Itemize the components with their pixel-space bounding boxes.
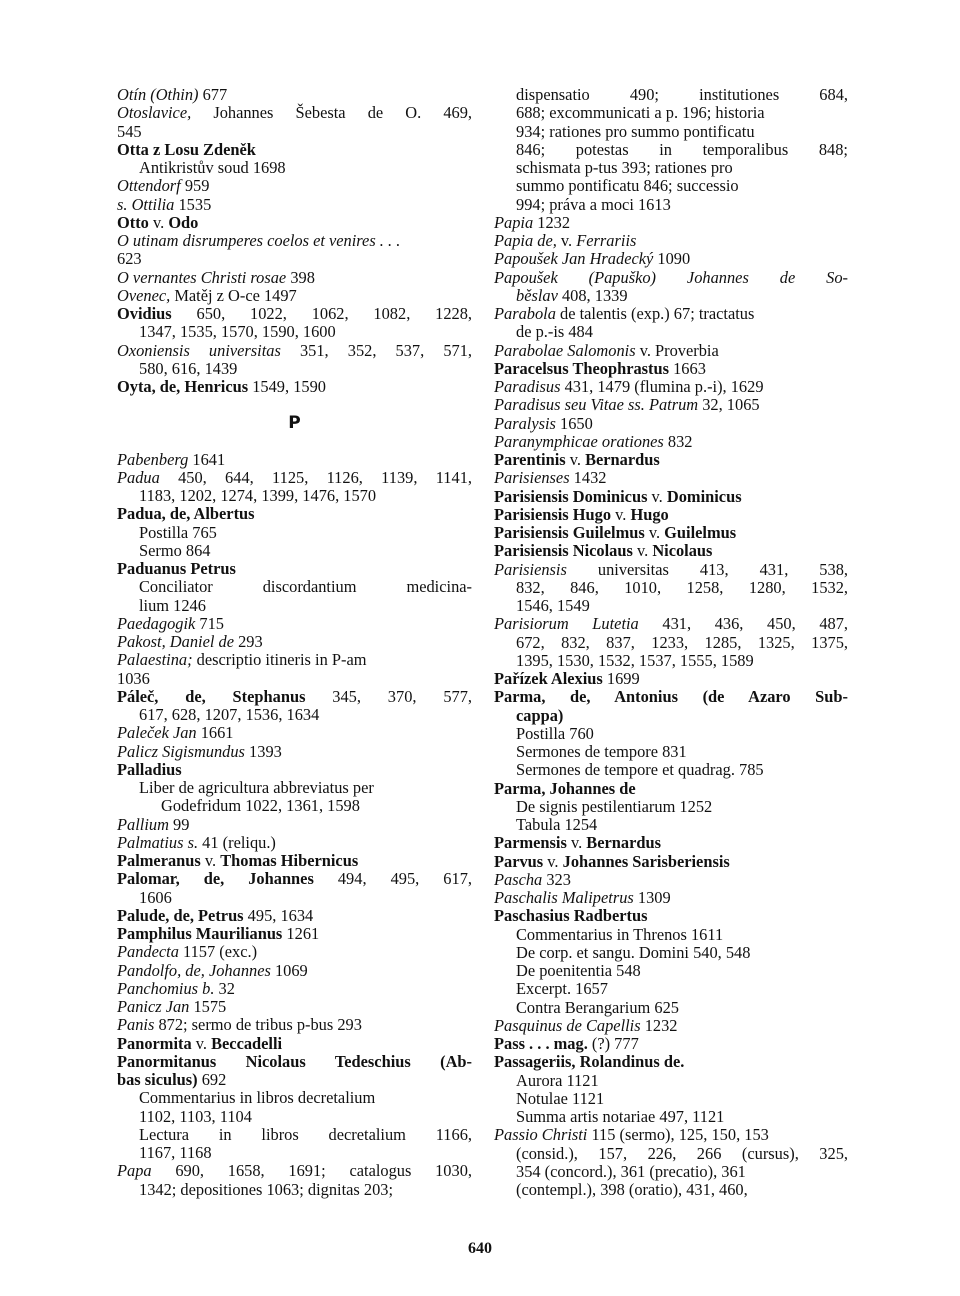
index-entry-line: Parmensis v. Bernardus <box>494 833 661 853</box>
index-entry-line: Ovenec, Matěj z O-ce 1497 <box>117 285 297 305</box>
index-subentry-line: 354 (concord.), 361 (precatio), 361 <box>516 1161 746 1181</box>
index-subentry-line: 1167, 1168 <box>139 1143 212 1162</box>
index-entry-line: Pasquinus de Capellis 1232 <box>494 1015 678 1035</box>
index-entry-line: Parisienses 1432 <box>494 468 607 488</box>
index-entry-line: Paduanus Petrus <box>117 559 236 578</box>
index-subentry-line: Postilla 760 <box>516 723 594 743</box>
index-subentry-line: (consid.), 157, 226, 266 (cursus), 325, <box>516 1143 848 1163</box>
index-subentry-line: Sermones de tempore 831 <box>516 742 687 761</box>
index-entry-line: Papoušek (Papuško) Johannes de So- <box>494 267 848 287</box>
index-subentry-line: 1102, 1103, 1104 <box>139 1106 252 1126</box>
index-entry-line: Parvus v. Johannes Sarisberiensis <box>494 851 730 871</box>
index-entry-line: Parisiorum Lutetia 431, 436, 450, 487, <box>494 614 848 634</box>
index-subentry-line: Sermo 864 <box>139 540 211 560</box>
index-subentry-line: 1347, 1535, 1570, 1590, 1600 <box>139 322 336 342</box>
index-entry-line: Palladius <box>117 759 182 779</box>
index-column-right <box>494 86 848 1199</box>
index-entry-line: Páleč, de, Stephanus 345, 370, 577, <box>117 686 472 706</box>
index-entry-line: Panis 872; sermo de tribus p-bus 293 <box>117 1015 362 1035</box>
section-letter-heading: P <box>288 413 301 434</box>
index-subentry-line: cappa) <box>516 705 564 725</box>
index-entry-line: Palude, de, Petrus 495, 1634 <box>117 905 314 925</box>
index-entry-line: Pamphilus Maurilianus 1261 <box>117 924 320 943</box>
index-entry-line: Palaestina; descriptio itineris in P-am <box>117 650 367 670</box>
index-subentry-line: summo pontificatu 846; successio <box>516 176 739 196</box>
index-entry-line: Parisiensis universitas 413, 431, 538, <box>494 559 848 579</box>
index-entry-line: Parisiensis Dominicus v. Dominicus <box>494 486 742 506</box>
index-entry-line: Passageriis, Rolandinus de. <box>494 1052 685 1072</box>
index-subentry-line: De corp. et sangu. Domini 540, 548 <box>516 942 751 962</box>
index-subentry-line: Contra Berangarium 625 <box>516 997 679 1017</box>
index-subentry-line: Postilla 765 <box>139 522 217 542</box>
index-entry-line: Parisiensis Hugo v. Hugo <box>494 504 669 524</box>
index-subentry-line: 617, 628, 1207, 1536, 1634 <box>139 705 320 724</box>
index-entry-line: Pakost, Daniel de 293 <box>117 632 263 651</box>
index-subentry-line: Excerpt. 1657 <box>516 979 608 999</box>
index-entry-line: Padua 450, 644, 1125, 1126, 1139, 1141, <box>117 467 472 487</box>
index-entry-line: 1036 <box>117 668 150 688</box>
index-subentry-line: 934; rationes pro summo pontificatu <box>516 121 755 141</box>
index-subentry-line: Notulae 1121 <box>516 1088 605 1108</box>
index-entry-line: Parma, Johannes de <box>494 778 636 798</box>
index-entry-line: Paleček Jan 1661 <box>117 723 234 743</box>
index-entry-line: Pass . . . mag. (?) 777 <box>494 1034 639 1053</box>
index-entry-line: Parisiensis Nicolaus v. Nicolaus <box>494 541 713 561</box>
index-entry-line: Panormitanus Nicolaus Tedeschius (Ab- <box>117 1051 472 1071</box>
page-number: 640 <box>468 1240 492 1257</box>
index-entry-line: Panicz Jan 1575 <box>117 997 227 1016</box>
index-entry-line: bas siculus) 692 <box>117 1070 227 1089</box>
index-subentry-line: 1546, 1549 <box>516 596 590 615</box>
index-entry-line: Otto v. Odo <box>117 212 199 232</box>
index-subentry-line: Conciliator discordantium medicina- <box>139 577 472 597</box>
index-entry-line: Palomar, de, Johannes 494, 495, 617, <box>117 869 472 889</box>
index-entry-line: Ovidius 650, 1022, 1062, 1082, 1228, <box>117 304 472 323</box>
index-subentry-line: běslav 408, 1339 <box>516 285 628 305</box>
index-entry-line: Panormita v. Beccadelli <box>117 1033 283 1053</box>
index-entry-line: Papia 1232 <box>494 212 571 232</box>
index-entry-line: Paracelsus Theophrastus 1663 <box>494 358 706 378</box>
index-entry-line: Oyta, de, Henricus 1549, 1590 <box>117 377 326 396</box>
index-subentry-line: Commentarius in Threnos 1611 <box>516 924 724 944</box>
index-entry-line: Palicz Sigismundus 1393 <box>117 741 282 761</box>
index-entry-line: Pascha 323 <box>494 869 571 889</box>
index-entry-line: Papia de, v. Ferrariis <box>494 231 637 250</box>
index-entry-line: Paedagogik 715 <box>117 613 224 633</box>
index-subentry-line: Aurora 1121 <box>516 1070 599 1090</box>
index-subentry-line: Liber de agricultura abbreviatus per <box>139 778 374 797</box>
index-entry-line: Pandecta 1157 (exc.) <box>117 942 258 962</box>
index-subentry-line: 1606 <box>139 887 172 907</box>
index-subentry-line: 832, 846, 1010, 1258, 1280, 1532, <box>516 577 848 597</box>
index-subentry-line: 1183, 1202, 1274, 1399, 1476, 1570 <box>139 486 377 505</box>
index-entry-line: Pabenberg 1641 <box>117 449 226 469</box>
index-entry-line: Palmatius s. 41 (reliqu.) <box>117 832 276 852</box>
index-subentry-line: lium 1246 <box>139 595 206 615</box>
index-entry-line: O vernantes Christi rosae 398 <box>117 267 315 287</box>
index-entry-line: Passio Christi 115 (sermo), 125, 150, 153 <box>494 1125 769 1145</box>
index-entry-line: Palmeranus v. Thomas Hibernicus <box>117 851 359 870</box>
index-entry-line: Padua, de, Albertus <box>117 504 255 524</box>
index-entry-line: 545 <box>117 121 142 141</box>
index-subentry-line: dispensatio 490; institutiones 684, <box>516 85 848 104</box>
index-subentry-line: (contempl.), 398 (oratio), 431, 460, <box>516 1180 748 1199</box>
index-subentry-line: 994; práva a moci 1613 <box>516 194 671 214</box>
index-subentry-line: De signis pestilentiarum 1252 <box>516 796 713 816</box>
index-entry-line: Parma, de, Antonius (de Azaro Sub- <box>494 687 848 707</box>
index-subentry-line: 672, 832, 837, 1233, 1285, 1325, 1375, <box>516 632 848 652</box>
index-entry-line: Paranymphicae orationes 832 <box>494 431 693 451</box>
index-subentry-line: 580, 616, 1439 <box>139 358 238 378</box>
index-entry-line: Otoslavice, Johannes Šebesta de O. 469, <box>117 103 472 123</box>
index-entry-line: Papa 690, 1658, 1691; catalogus 1030, <box>117 1161 472 1181</box>
index-subentry-line: 1342; depositiones 1063; dignitas 203; <box>139 1179 394 1199</box>
index-entry-line: Ottendorf 959 <box>117 176 210 196</box>
index-entry-line: Paschalis Malipetrus 1309 <box>494 888 671 907</box>
index-subentry-line: De poenitentia 548 <box>516 961 641 980</box>
index-entry-line: Panchomius b. 32 <box>117 978 235 998</box>
index-entry-line: Parentinis v. Bernardus <box>494 450 660 469</box>
index-subentry-line: Godefridum 1022, 1361, 1598 <box>161 796 360 816</box>
index-entry-line: Paradisus seu Vitae ss. Patrum 32, 1065 <box>494 395 760 415</box>
index-subentry-line: Commentarius in libros decretalium <box>139 1088 376 1108</box>
index-subentry-line: 688; excommunicati a p. 196; historia <box>516 103 765 123</box>
index-entry-line: Paralysis 1650 <box>494 413 593 433</box>
index-entry-line: Otta z Losu Zdeněk <box>117 139 256 159</box>
index-subentry-line: Lectura in libros decretalium 1166, <box>139 1124 472 1144</box>
index-column-left <box>117 86 472 1199</box>
index-subentry-line: Antikristův soud 1698 <box>139 158 286 177</box>
index-subentry-line: schismata p-tus 393; rationes pro <box>516 158 733 177</box>
index-subentry-line: 846; potestas in temporalibus 848; <box>516 139 848 159</box>
index-subentry-line: 1395, 1530, 1532, 1537, 1555, 1589 <box>516 650 754 670</box>
index-subentry-line: Summa artis notariae 497, 1121 <box>516 1107 725 1126</box>
index-entry-line: Pallium 99 <box>117 814 190 834</box>
index-entry-line: O utinam disrumperes coelos et venires . . . <box>117 231 401 250</box>
index-entry-line: Parisiensis Guilelmus v. Guilelmus <box>494 523 737 542</box>
index-subentry-line: de p.-is 484 <box>516 322 593 342</box>
index-subentry-line: Tabula 1254 <box>516 815 598 834</box>
index-entry-line: Pařízek Alexius 1699 <box>494 669 640 688</box>
index-subentry-line: Sermones de tempore et quadrag. 785 <box>516 760 764 780</box>
index-entry-line: Paradisus 431, 1479 (flumina p.-i), 1629 <box>494 377 764 396</box>
index-entry-line: s. Ottilia 1535 <box>117 194 212 214</box>
index-entry-line: Otín (Othin) 677 <box>117 85 228 104</box>
index-entry-line: Papoušek Jan Hradecký 1090 <box>494 249 691 269</box>
index-entry-line: 623 <box>117 249 142 269</box>
index-entry-line: Parabolae Salomonis v. Proverbia <box>494 340 719 360</box>
index-entry-line: Paschasius Radbertus <box>494 906 648 926</box>
index-entry-line: Pandolfo, de, Johannes 1069 <box>117 960 308 980</box>
index-entry-line: Oxoniensis universitas 351, 352, 537, 571, <box>117 340 472 360</box>
index-entry-line: Parabola de talentis (exp.) 67; tractatus <box>494 304 755 323</box>
